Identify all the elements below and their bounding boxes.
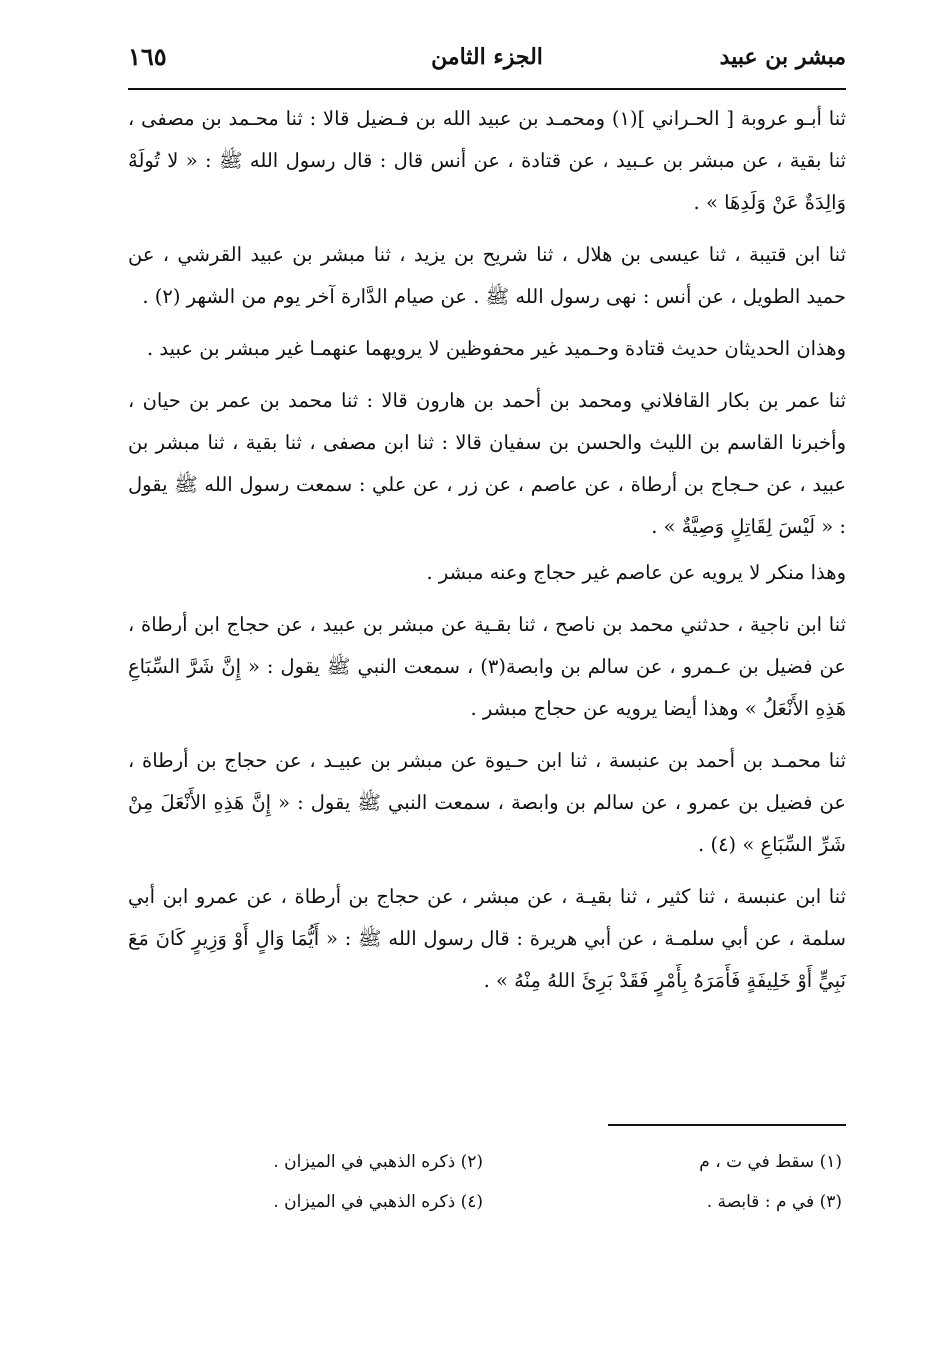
paragraph-5: وهذا منكر لا يرويه عن عاصم غير حجاج وعنه مبشر . <box>426 561 846 584</box>
paragraph-8: ثنا ابن عنبسة ، ثنا كثير ، ثنا بقيـة ، عن مبشر ، عن حجاج بن أرطاة ، عن عمرو ابن أبي سلمة ، عن أبي سلمـة ، عن أبي هريرة : قال رسول الله ﷺ : « أَيُّمَا وَالٍ أَوْ وَزِيرٍ كَانَ مَعَ نَبِيٍّ أَوْ خَلِيفَةٍ فَأَمَرَهُ بِأَمْرٍ فَقَدْ بَرِئَ اللهُ مِنْهُ » . <box>128 885 846 992</box>
header-divider <box>128 88 846 90</box>
paragraph-2: ثنا ابن قتيبة ، ثنا عيسى بن هلال ، ثنا شريح بن يزيد ، ثنا مبشر بن عبيد القرشي ، عن حميد الطويل ، عن أنس : نهى رسول الله ﷺ . عن صيام الدَّارة آخر يوم من الشهر (٢) . <box>128 243 846 308</box>
footnote-3: (٣) في م : قابصة . <box>706 1192 842 1212</box>
running-title: مبشر بن عبيد <box>719 44 846 70</box>
footnote-4: (٤) ذكره الذهبي في الميزان . <box>273 1192 483 1212</box>
paragraph-7: ثنا محمـد بن أحمد بن عنبسة ، ثنا ابن حـيوة عن مبشر بن عبيـد ، عن حجاج بن أرطاة ، عن فضيل بن عمرو ، عن سالم بن وابصة ، سمعت النبي ﷺ يقول : « إِنَّ هَذِهِ الأَنْعَلَ مِنْ شَرِّ السِّبَاعِ » (٤) . <box>128 749 846 856</box>
paragraph-6: ثنا ابن ناجية ، حدثني محمد بن ناصح ، ثنا بقـية عن مبشر بن عبيد ، عن حجاج ابن أرطاة ، عن فضيل بن عـمرو ، عن سالم بن وابصة(٣) ، سمعت النبي ﷺ يقول : « إِنَّ شَرَّ السِّبَاعِ هَذِهِ الأَنْعَلُ » وهذا أيضا يرويه عن حجاج مبشر . <box>128 613 847 720</box>
page-number: ١٦٥ <box>128 42 167 71</box>
paragraph-1: ثنا أبـو عروبة [ الحـراني ](١) ومحمـد بن عبيد الله بن فـضيل قالا : ثنا محـمد بن مصفى ، ثنا بقية ، عن مبشر بن عـبيد ، عن قتادة ، عن أنس قال : قال رسول الله ﷺ : « لا تُولَهْ وَالِدَةٌ عَنْ وَلَدِهَا » . <box>128 107 847 214</box>
footnote-row <box>128 1144 846 1184</box>
main-text <box>128 98 846 1012</box>
footnote-divider <box>608 1124 846 1126</box>
volume-title: الجزء الثامن <box>431 44 543 70</box>
footnotes <box>128 1144 846 1224</box>
footnote-1: (١) سقط في ت ، م <box>699 1152 842 1172</box>
footnote-row <box>128 1184 846 1224</box>
paragraph-4: ثنا عمر بن بكار القافلاني ومحمد بن أحمد بن هارون قالا : ثنا محمد بن عمر بن حيان ، وأخبرنا القاسم بن الليث والحسن بن سفيان قالا : ثنا ابن مصفى ، ثنا بقية ، ثنا مبشر بن عبيد ، عن حـجاج بن أرطاة ، عن عاصم ، عن زر ، عن علي : سمعت رسول الله ﷺ يقول : « لَيْسَ لِقَاتِلٍ وَصِيَّةٌ » . <box>128 389 846 538</box>
footnote-2: (٢) ذكره الذهبي في الميزان . <box>273 1152 483 1172</box>
paragraph-3: وهذان الحديثان حديث قتادة وحـميد غير محفوظين لا يرويهما عنهمـا غير مبشر بن عبيد . <box>147 337 846 360</box>
page-header <box>128 38 846 88</box>
